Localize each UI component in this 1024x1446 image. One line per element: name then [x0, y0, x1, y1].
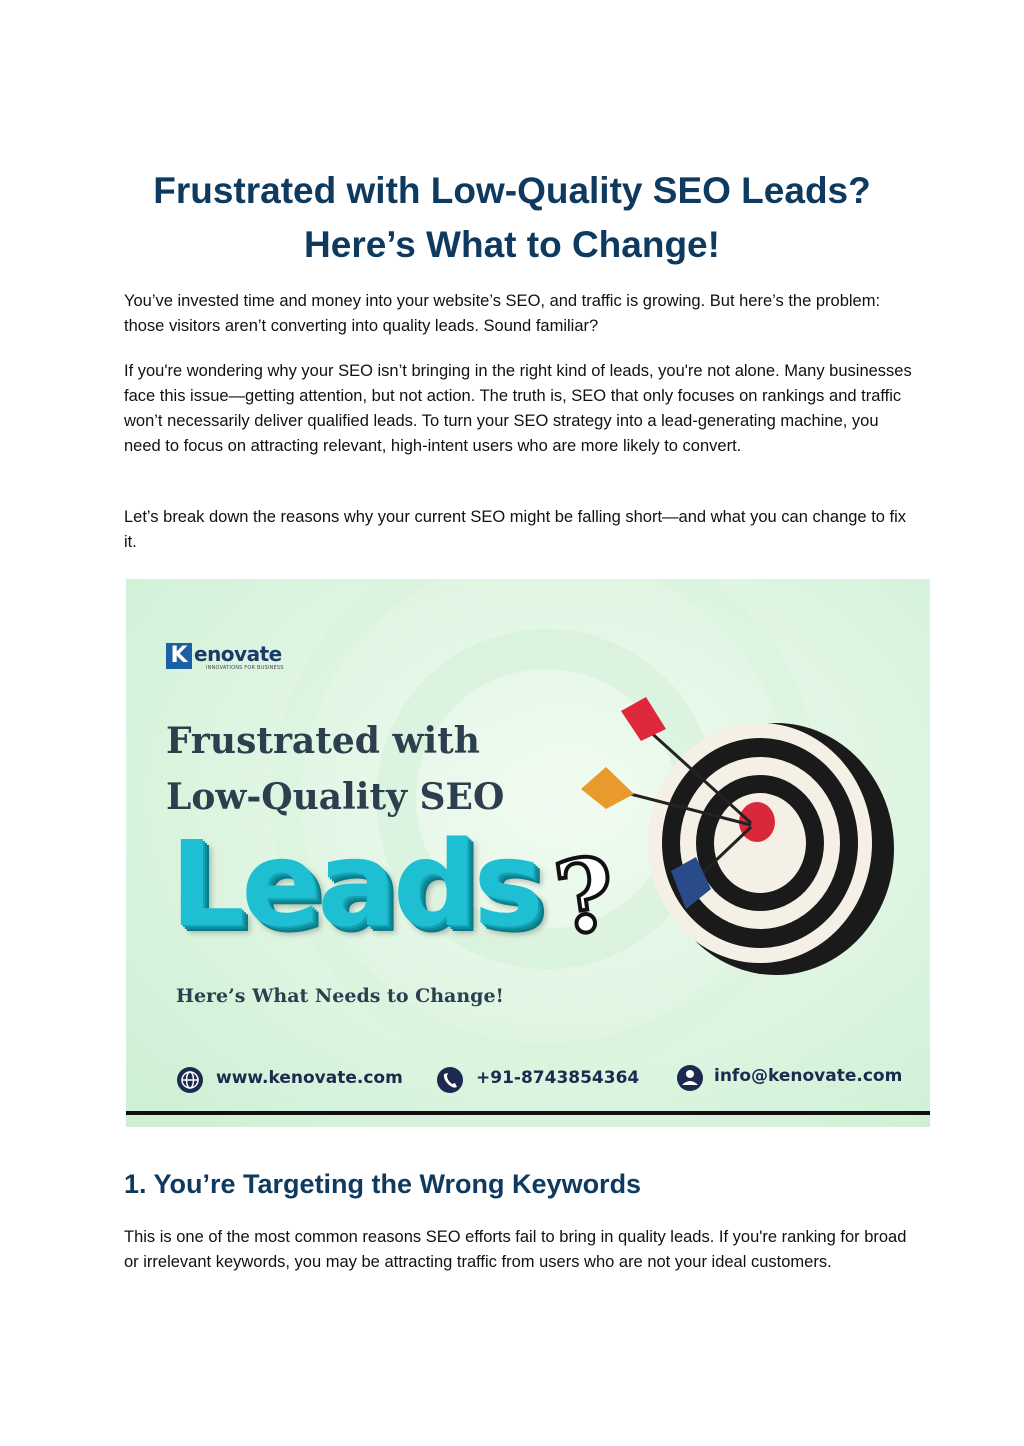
kenovate-logo [166, 643, 284, 675]
logo-mark: K [166, 643, 192, 669]
contact-website [216, 1067, 403, 1089]
user-icon [677, 1065, 703, 1091]
section-1-paragraph: This is one of the most common reasons SEO efforts fail to bring in quality leads. If you're ranking for broad or irrelevant keywords, you may be attracting traffic from users who are not your ideal customers. [124, 1228, 907, 1271]
email-text: info@kenovate.com [714, 1066, 903, 1086]
contact-email [714, 1065, 902, 1087]
globe-icon [177, 1067, 203, 1093]
intro-paragraph-3: Let’s break down the reasons why your current SEO might be falling short—and what you can change to fix it. [124, 508, 907, 551]
website-text: www.kenovate.com [216, 1068, 403, 1088]
title-line-1: Frustrated with Low-Quality SEO Leads? [153, 170, 871, 211]
banner-headline-1: Frustrated with [166, 720, 480, 762]
phone-icon [437, 1067, 463, 1093]
intro-paragraph-2: If you're wondering why your SEO isn’t bringing in the right kind of leads, you're not alone. Many businesses face this issue—getting attention, but not action. The truth is, SEO that only focuses on rankings and traffic won’t necessarily deliver qualified leads. To turn your SEO strategy into a lead-generating machine, you need to focus on attracting relevant, high-intent users who are more likely to convert. [124, 362, 912, 455]
question-mark: ? [548, 833, 623, 959]
page-title [100, 164, 924, 272]
banner-subheadline: Here’s What Needs to Change! [176, 985, 504, 1007]
banner-image [126, 579, 930, 1127]
logo-wordmark: enovate [194, 642, 282, 666]
banner-headline-2: Low-Quality SEO [166, 776, 505, 818]
title-line-2: Here’s What to Change! [304, 224, 720, 265]
banner-big-word: Leads [170, 815, 540, 953]
dartboard-icon [648, 723, 894, 975]
phone-text: +91-8743854364 [476, 1068, 640, 1088]
intro-paragraph-1: You’ve invested time and money into your website’s SEO, and traffic is growing. But here’s the problem: those visitors aren’t converting into quality leads. Sound familiar? [124, 292, 881, 335]
banner-bottom-rule [126, 1111, 930, 1115]
logo-tagline: INNOVATIONS FOR BUSINESS [206, 665, 284, 671]
section-1-heading: 1. You’re Targeting the Wrong Keywords [124, 1169, 642, 1199]
contact-phone [476, 1067, 639, 1089]
